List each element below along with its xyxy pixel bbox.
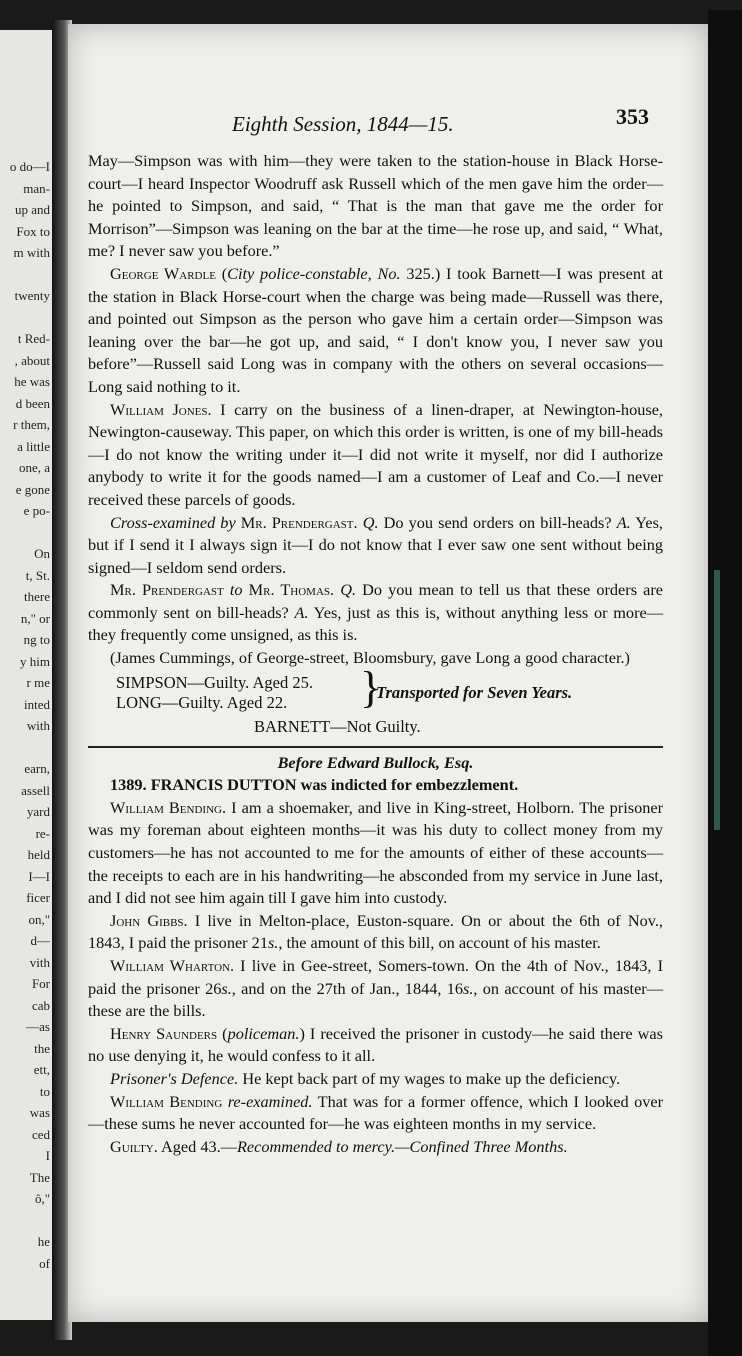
text-run: Q. (340, 580, 357, 600)
facing-page-fragment: re- (35, 825, 50, 841)
verdict-barnett: BARNETT—Not Guilty. (254, 716, 421, 736)
facing-page-fragment: cab (31, 997, 50, 1013)
text-run: That was for a former offence, which I looked over—these sums he never accounted for—he was eighteen months in my service. (88, 1091, 663, 1134)
text-run: Guilty. (110, 1136, 158, 1156)
facing-page-fragment: to (39, 1083, 50, 1099)
paragraph (88, 1091, 663, 1136)
text-run: I live in Melton-place, Euston-square. On or about the 6th of Nov., 1843, I paid the prisoner 21 (88, 910, 663, 953)
text-run: , and on the 27th of Jan., 1844, 16 (231, 978, 463, 998)
text-run: Cross-examined by (110, 512, 236, 532)
paragraph (88, 955, 663, 1023)
text-run: s. (463, 978, 474, 998)
text-run: He kept back part of my wages to make up the deficiency. (238, 1068, 621, 1088)
text-run: William Wharton. (110, 956, 235, 975)
facing-page-fragment: y him (20, 653, 50, 669)
text-run: s. (267, 933, 279, 953)
facing-page-fragment: was (29, 1105, 50, 1120)
verdict-simpson: SIMPSON—Guilty. Aged 25. (116, 672, 313, 692)
page-stack-edge (708, 10, 742, 1356)
running-head: Eighth Session, 1844—15. (232, 112, 454, 136)
facing-page-fragment: ô," (34, 1191, 50, 1206)
facing-page-fragment: man- (23, 180, 50, 196)
facing-page-fragment: yard (26, 804, 50, 819)
text-run: , the amount of this bill, on account of his master. (278, 933, 601, 953)
text-run: Yes, but if I send it I always sign it—I do not know that I ever saw one sent without being signed—I seldom send orders. (88, 512, 663, 577)
text-run: Aged 43.— (157, 1136, 237, 1156)
facing-page-fragment: The (29, 1169, 50, 1185)
text-run: John Gibbs. (110, 910, 188, 930)
facing-page-fragment: t, St. (25, 567, 50, 583)
facing-page-fragment: he (37, 1234, 50, 1249)
text-run: Mr. Prendergast (110, 580, 224, 600)
text-run: A. (616, 512, 631, 532)
paragraph (88, 512, 663, 580)
text-run: City police-constable, No. (227, 263, 401, 283)
text-run: Q. (362, 512, 379, 532)
facing-page-fragment: twenty (14, 288, 50, 303)
text-run: Yes, just as this is, without anything less or more—they frequently come unsigned, as this is. (88, 602, 664, 645)
facing-page-fragment: vith (29, 954, 50, 970)
text-run: ( (217, 1023, 228, 1043)
facing-page-fragment: o do—I (9, 159, 50, 174)
text-run: Recommended to mercy.—Confined Three Months. (236, 1136, 568, 1156)
facing-page-fragment: e po- (23, 503, 50, 518)
case-heading: 1389. FRANCIS DUTTON was indicted for embezzlement. (110, 775, 519, 795)
facing-page-fragment: on," (28, 911, 50, 927)
text-run: ( (215, 263, 228, 283)
facing-page-fragment: r them, (13, 417, 50, 432)
facing-page-fragment: I (45, 1148, 50, 1163)
facing-page-fragment: r me (26, 675, 50, 690)
text-run: I am a shoemaker, and live in King-street, Holborn. The prisoner was my foreman about eighteen months—it was his duty to collect money from my customers—he has not accounted to me for the amounts of either of these accounts—the receipts to each are in his handwriting—he absconded from my service in June last, and I did not see him again till I gave him into custody. (88, 797, 664, 908)
page-body (88, 150, 663, 1158)
text-run: Do you mean to tell us that these orders are commonly sent on bill-heads? (88, 580, 664, 622)
facing-page-fragment: —as (26, 1019, 50, 1034)
facing-page-fragment: of (39, 1255, 50, 1271)
text-run: s. (221, 978, 232, 998)
facing-page-fragment: there (24, 589, 50, 604)
facing-page-fragment: d— (30, 933, 50, 948)
text-run: , on account of his master—these are the bills. (88, 978, 664, 1021)
text-run: I live in Gee-street, Somers-town. On the 4th of Nov., 1843, I paid the prisoner 26 (88, 956, 663, 998)
text-run: ) I received the prisoner in custody—he said there was no use denying it, he would confess to it all. (88, 1023, 663, 1066)
paragraph (88, 579, 663, 647)
verdict-brace: } (360, 662, 382, 712)
facing-page-fragment: inted (24, 696, 50, 712)
paragraph (88, 910, 663, 955)
text-run: George Wardle (110, 263, 216, 283)
case-testimony-section (88, 797, 663, 1159)
paragraph (88, 150, 663, 263)
facing-page-fragment: For (31, 976, 50, 991)
text-run: Mr. Thomas. (248, 580, 335, 600)
facing-page-fragment: t Red- (17, 331, 50, 346)
text-run: (James Cummings, of George-street, Bloomsbury, gave Long a good character.) (110, 648, 630, 668)
facing-page-fragment: , about (14, 352, 50, 368)
text-run: A. (294, 602, 309, 622)
section-rule (88, 746, 663, 748)
facing-page-fragment: the (34, 1040, 50, 1056)
facing-page-fragment: ficer (26, 890, 50, 905)
facing-page-fragment: Fox to (16, 223, 50, 239)
facing-page-fragment: ced (31, 1126, 50, 1142)
facing-page-fragment: a little (17, 438, 50, 454)
text-run: Mr. Prendergast. (235, 512, 358, 532)
trial-testimony-section (88, 150, 663, 670)
text-run: re-examined. (222, 1091, 313, 1111)
text-run: to (223, 580, 249, 600)
verdict-block (88, 662, 663, 744)
text-run: William Jones. (110, 399, 212, 419)
facing-page-fragment: with (26, 718, 50, 733)
facing-page-fragment: I—I (28, 868, 50, 884)
text-run: William Bending. (110, 797, 227, 817)
paragraph (88, 1068, 663, 1091)
text-run: Prisoner's Defence. (110, 1068, 239, 1088)
text-run: I carry on the business of a linen-draper, at Newington-house, Newington-causeway. This paper, on which this order is written, is one of my bill-heads—I do not know the writing under it—I did not write it myself, nor did I authorize anybody to write it for the goods named—I am a customer of Leaf and Co.—I never received these parcels of goods. (88, 399, 663, 509)
text-run: 325.) I took Barnett—I was present at the station in Black Horse-court when the charge was being made—Russell was there, and pointed out Simpson as the person who gave him a certain order—Simpson was leaning over the bar—he got up, and said, “ I don't know you, I never saw you before”—Russell said Long was in company with the others on several occasions—Long said nothing to it. (88, 263, 664, 396)
facing-page-fragment: up and (14, 202, 50, 217)
page-number: 353 (616, 104, 649, 129)
text-run: William Bending (110, 1091, 223, 1111)
verdict-long: LONG—Guilty. Aged 22. (116, 692, 288, 712)
facing-page-fragment: he was (14, 374, 50, 389)
facing-page-fragment: m with (13, 245, 50, 260)
paragraph (88, 1023, 663, 1068)
text-run: policeman. (227, 1023, 300, 1043)
judge-heading: Before Edward Bullock, Esq. (277, 752, 474, 772)
facing-page-fragment: ng to (23, 632, 50, 647)
facing-page-fragment: d been (15, 395, 50, 411)
text-run: Henry Saunders (110, 1023, 218, 1043)
book-page (68, 24, 708, 1322)
facing-page-fragment: On (34, 546, 50, 561)
facing-page-fragment: e gone (15, 481, 50, 497)
paragraph (88, 399, 663, 512)
facing-page-fragment: assell (21, 782, 50, 798)
paragraph (88, 1136, 663, 1159)
facing-page-edge (0, 30, 58, 1320)
facing-page-fragment: n," or (20, 610, 50, 626)
paragraph (88, 797, 663, 910)
facing-page-fragment: held (27, 847, 50, 862)
facing-page-fragment: ett, (33, 1062, 50, 1077)
verdict-sentence: Transported for Seven Years. (376, 682, 573, 702)
bookmark-strip (714, 570, 720, 830)
facing-page-fragment: earn, (24, 761, 50, 776)
paragraph (88, 263, 663, 399)
text-run: Do you send orders on bill-heads? (378, 512, 617, 532)
facing-page-fragment: one, a (18, 460, 50, 475)
text-run: May—Simpson was with him—they were taken to the station-house in Black Horse-court—I heard Inspector Woodruff ask Russell which of the men gave him the order—he pointed to Simpson, and said, “ That is the man that gave me the order for Morrison”—Simpson was leaning on the bar at the time—he rose up, and said, “ What, me? I never saw you before.” (88, 151, 663, 261)
